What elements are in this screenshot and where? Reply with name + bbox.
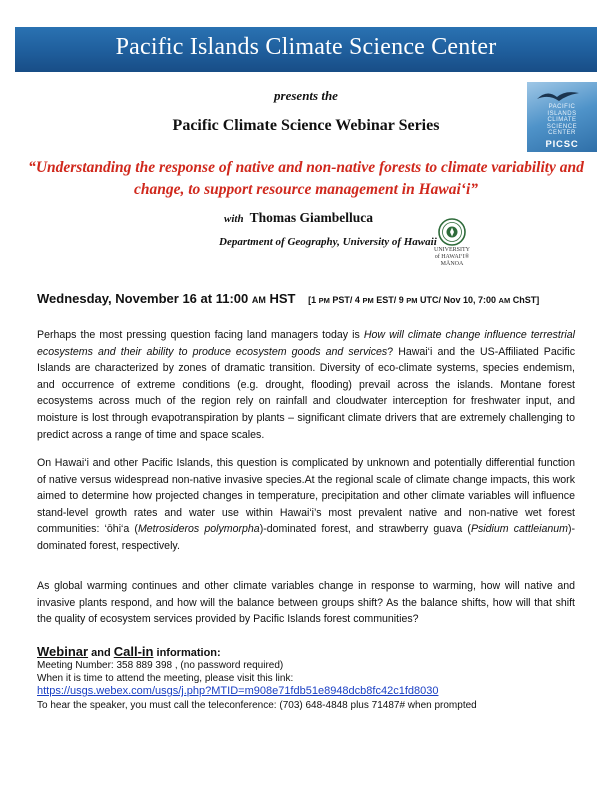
other-timezones: [1 PM PST/ 4 PM EST/ 9 PM UTC/ Nov 10, 7:00 AM ChST] xyxy=(308,295,540,305)
teleconference-info: To hear the speaker, you must call the teleconference: (703) 648-4848 plus 71487# when prompted xyxy=(37,700,477,711)
header-banner xyxy=(15,27,597,72)
paragraph-3: As global warming continues and other climate variables change in response to warming, how will native and invasive plants respond, and how will the balance between groups shift? As the balance shifts, how will that shift the quality of ecosystem services provided by Pacific Islands forest communities? xyxy=(37,580,575,626)
webinar-label: Webinar xyxy=(37,644,89,659)
callin-label: Call-in xyxy=(113,644,154,659)
speaker-line xyxy=(224,210,373,226)
talk-title: “Understanding the response of native and non-native forests to climate variability and change, to support resource management in Hawai‘i” xyxy=(28,159,584,198)
series-title: Pacific Climate Science Webinar Series xyxy=(172,117,440,134)
meeting-number: Meeting Number: 358 889 398 , (no password required) xyxy=(37,660,284,671)
uh-seal-icon xyxy=(438,218,466,246)
logo-text: PACIFIC ISLANDS CLIMATE SCIENCE CENTER xyxy=(546,104,578,136)
meeting-instructions: When it is time to attend the meeting, please visit this link: xyxy=(37,673,294,684)
university-logo-text: UNIVERSITY of HAWAI‘I® MĀNOA xyxy=(434,247,470,267)
speaker-name: Thomas Giambelluca xyxy=(249,210,373,225)
paragraph-1: Perhaps the most pressing question facing land managers today is How will climate change influence terrestrial ecosystems and their ability to produce ecosystem goods and services? Hawai‘i and the US-Affiliated Pacific Islands are characterized by zones of dramatic transition. Diversity of eco-climate systems, species endemism, and occurrence of extreme conditions (e.g. drought, flooding) prevail across the islands. Montane forest ecosystems across much of the region rely on rainfall and cloudwater interception for freshwater input, and moisture is lost through evapotranspiration by plants – significant climate drivers that are extremely challenging to predict across a range of time and space scales. xyxy=(37,329,575,441)
with-label: with xyxy=(224,213,244,225)
paragraph-2: On Hawai‘i and other Pacific Islands, this question is complicated by unknown and potentially differential function of native versus widespread non-native invasive species.At the regional scale of climate change impacts, this work aimed to determine how projected changes in temperature, precipitation and other climate variables will influence stand-level growth rates and water use within Hawai‘i’s most prevalent native and non-native wet forest communities: ‘ōhi‘a (Metrosideros polymorpha)-dominated forest, and strawberry guava (Psidium cattleianum)- dominated forest, respectively. xyxy=(37,457,576,552)
info-heading: Webinar and Call-in information: xyxy=(37,644,221,659)
department: Department of Geography, University of Hawaii xyxy=(219,236,437,248)
presents-text: presents the xyxy=(274,88,338,103)
org-title: Pacific Islands Climate Science Center xyxy=(115,34,497,60)
picsc-logo xyxy=(527,82,597,152)
webex-link[interactable]: https://usgs.webex.com/usgs/j.php?MTID=m908e71fdb51e8948dcb8fc42c1fd8030 xyxy=(37,685,439,697)
event-datetime: Wednesday, November 16 at 11:00 AM HST [1 PM PST/ 4 PM EST/ 9 PM UTC/ Nov 10, 7:00 AM ChST] xyxy=(37,291,540,306)
logo-abbreviation: PICSC xyxy=(545,139,579,150)
university-logo xyxy=(426,218,478,270)
